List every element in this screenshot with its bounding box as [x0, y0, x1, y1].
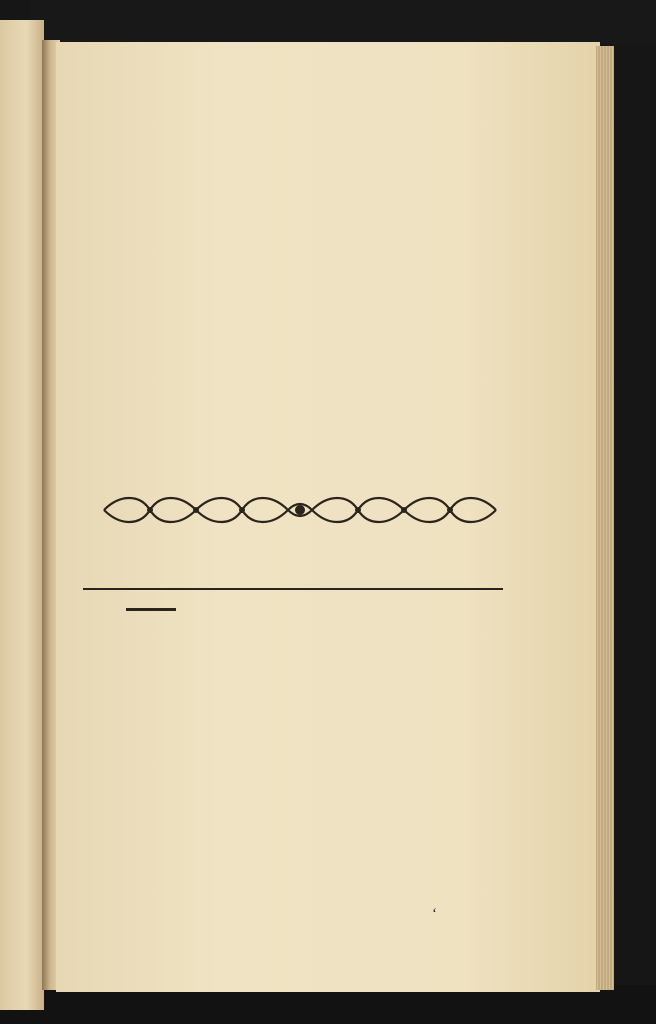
- ornament-divider: [100, 492, 500, 528]
- quote-mark: ‘: [432, 906, 437, 922]
- heading-rule: [83, 588, 503, 590]
- running-header: [76, 70, 508, 110]
- motto-dash: [126, 608, 176, 611]
- motto: [122, 600, 176, 618]
- previous-page-edge: [0, 20, 44, 1010]
- issue-heading: [80, 535, 510, 575]
- scan-background-top: [30, 0, 656, 44]
- page-stack-edge: [596, 46, 614, 990]
